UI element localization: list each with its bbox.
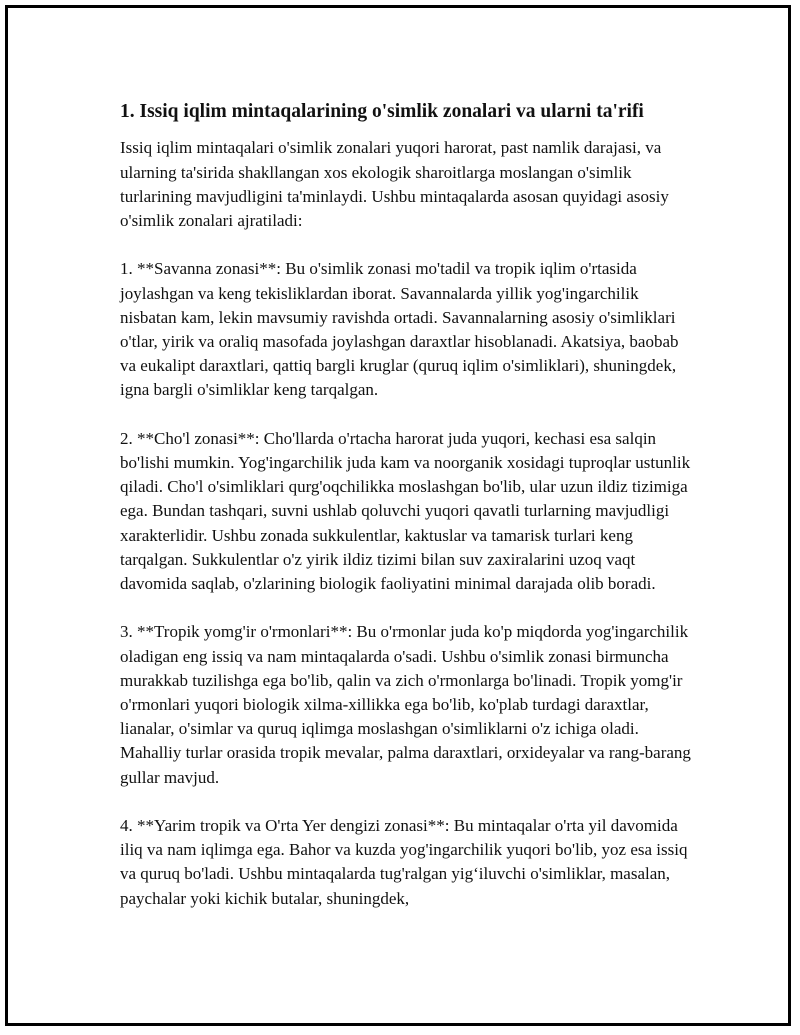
document-body bbox=[120, 100, 695, 911]
section-heading: 1. Issiq iqlim mintaqalarining o'simlik zonalari va ularni ta'rifi bbox=[120, 101, 644, 122]
subtropical-zone-paragraph: 4. **Yarim tropik va O'rta Yer dengizi zonasi**: Bu mintaqalar o'rta yil davomida iliq va nam iqlimga ega. Bahor va kuzda yog'ingarchilik yuqori bo'lib, yoz esa issiq va quruq bo'ladi. Ushbu mintaqalarda tug'ralgan yig‘iluvchi o'simliklar, masalan, paychalar yoki kichik butalar, shuningdek, bbox=[120, 816, 688, 908]
intro-paragraph: Issiq iqlim mintaqalari o'simlik zonalari yuqori harorat, past namlik darajasi, va ularning ta'sirida shakllangan xos ekologik sharoitlarga moslangan o'simlik turlarining mavjudligini ta'minlaydi. Ushbu mintaqalarda asosan quyidagi asosiy o'simlik zonalari ajratiladi: bbox=[120, 138, 669, 230]
desert-zone-paragraph: 2. **Cho'l zonasi**: Cho'llarda o'rtacha harorat juda yuqori, kechasi esa salqin bo'lishi mumkin. Yog'ingarchilik juda kam va noorganik xosidagi tuproqlar ustunlik qiladi. Cho'l o'simliklari qurg'oqchilikka moslashgan bo'lib, ular uzun ildiz tizimiga ega. Bundan tashqari, suvni ushlab qoluvchi yuqori qavatli turlarning mavjudligi xarakterlidir. Ushbu zonada sukkulentlar, kaktuslar va tamarisk turlari keng tarqalgan. Sukkulentlar o'z yirik ildiz tizimi bilan suv zaxiralarini uzoq vaqt davomida saqlab, o'zlarining biologik faoliyatini minimal darajada olib boradi. bbox=[120, 428, 691, 594]
document-page bbox=[5, 5, 791, 1026]
savanna-zone-paragraph: 1. **Savanna zonasi**: Bu o'simlik zonasi mo'tadil va tropik iqlim o'rtasida joylashgan va keng tekisliklardan iborat. Savannalarda yillik yog'ingarchilik nisbatan kam, lekin mavsumiy ravishda ortadi. Savannalarning asosiy o'simliklari o'tlar, yirik va oraliq masofada joylashgan daraxtlar hisoblanadi. Akatsiya, baobab va eukalipt daraxtlari, qattiq bargli kruglar (quruq iqlim o'simliklari), shuningdek, igna bargli o'simliklar keng tarqalgan. bbox=[120, 259, 679, 400]
rainforest-zone-paragraph: 3. **Tropik yomg'ir o'rmonlari**: Bu o'rmonlar juda ko'p miqdorda yog'ingarchilik oladigan eng issiq va nam mintaqalarda o'sadi. Ushbu o'simlik zonasi birmuncha murakkab tuzilishga ega bo'lib, qalin va zich o'rmonlarga bo'linadi. Tropik yomg'ir o'rmonlari yuqori biologik xilma-xillikka ega bo'lib, ko'plab turdagi daraxtlar, lianalar, o'simlar va quruq iqlimga moslashgan o'simliklarni o'z ichiga oladi. Mahalliy turlar orasida tropik mevalar, palma daraxtlari, orxideyalar va rang-barang gullar mavjud. bbox=[120, 622, 691, 787]
